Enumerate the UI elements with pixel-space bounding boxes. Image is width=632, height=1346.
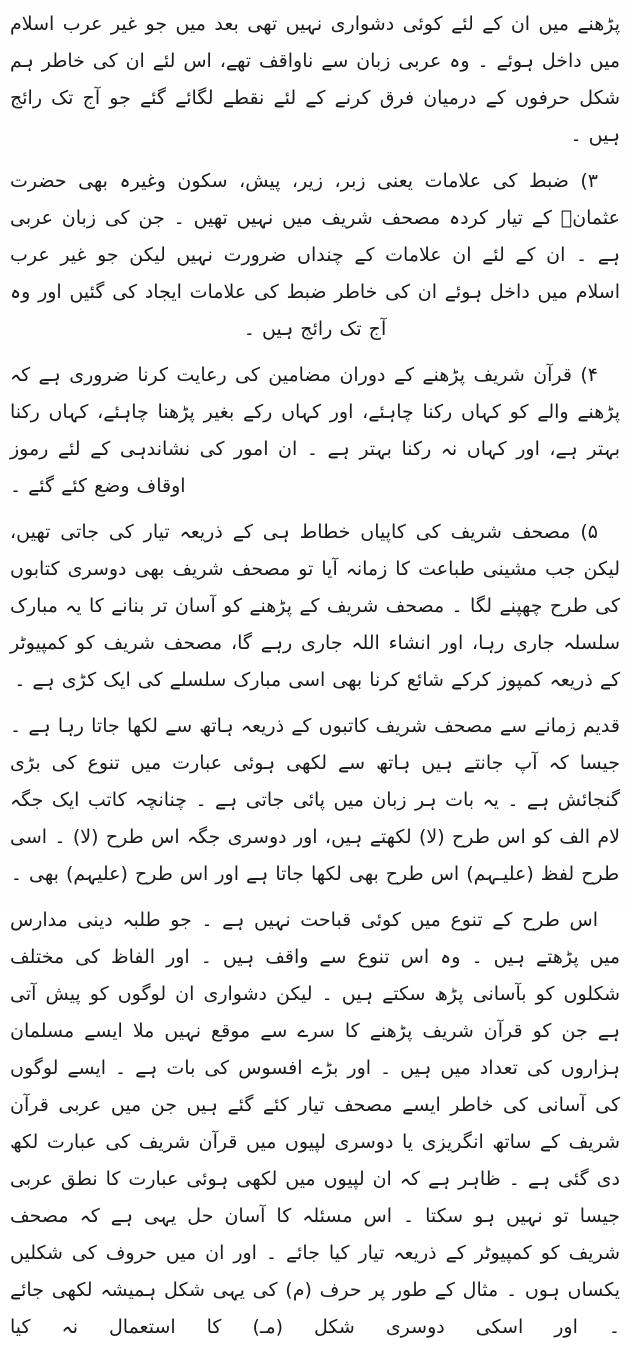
paragraph-point-3: ۳) ضبط کی علامات یعنی زبر، زیر، پیش، سکون وغیرہ بھی حضرت عثمانؓ کے تیار کردہ مصحف شریف میں نہیں تھیں ۔ جن کی زبان عربی ہے ۔ ان کے لئے ان علامات کے چنداں ضرورت نہیں لیکن جو غیر عرب اسلام میں داخل ہوئے ان کی خاطر ضبط کی علامات ایجاد کی گئیں اور وہ آج تک رائج ہیں ۔ bbox=[10, 170, 620, 340]
paragraph-closing: اس طرح کے تنوع میں کوئی قباحت نہیں ہے ۔ جو طلبہ دینی مدارس میں پڑھتے ہیں ۔ وہ اس تنوع سے واقف ہیں ۔ اور الفاظ کی مختلف شکلوں کو بآسانی پڑھ سکتے ہیں ۔ لیکن دشواری ان لوگوں کو پیش آتی ہے جن کو قرآن شریف پڑھنے کا سرے سے موقع نہیں ملا ایسے مسلمان ہزاروں کی تعداد میں ہیں ۔ اور بڑے افسوس کی بات ہے ۔ ایسے لوگوں کی آسانی کی خاطر ایسے مصحف تیار کئے گئے ہیں جن میں عربی قرآن شریف کے ساتھ انگریزی یا دوسری لپیوں میں قرآن شریف کی عبارت لکھ دی گئی ہے ۔ ظاہر ہے کہ ان لپیوں میں لکھی ہوئی عبارت کا نطق عربی جیسا تو نہیں ہو سکتا ۔ اس مسئلہ کا آسان حل یہی ہے کہ مصحف شریف کو کمپیوٹر کے ذریعہ تیار کیا جائے ۔ اور ان میں حروف کی شکلیں یکساں ہوں ۔ مثال کے طور پر حرف (م) کی یہی شکل ہمیشہ لکھی جائے ۔ اور اسکی دوسری شکل (مـ) کا استعمال نہ کیا bbox=[10, 909, 620, 1338]
paragraph-point-4: ۴) قرآن شریف پڑھنے کے دوران مضامین کی رعایت کرنا ضروری ہے کہ پڑھنے والے کو کہاں رکنا چاہئے، اور کہاں رکے بغیر پڑھنا چاہئے، کہاں رکنا بہتر ہے، اور کہاں نہ رکنا بہتر ہے ۔ ان امور کی نشاندہی کے لئے رموز اوقاف وضع کئے گئے ۔ bbox=[10, 364, 620, 497]
paragraph-point-5: ۵) مصحف شریف کی کاپیاں خطاط ہی کے ذریعہ تیار کی جاتی تھیں، لیکن جب مشینی طباعت کا زمانہ آیا تو مصحف شریف بھی دوسری کتابوں کی طرح چھپنے لگا ۔ مصحف شریف کے پڑھنے کو آسان تر بنانے کا یہ مبارک سلسلہ جاری رہا، اور انشاء اللہ جاری رہے گا، مصحف شریف کو کمپیوٹر کے ذریعہ کمپوز کرکے شائع کرنا بھی اسی مبارک سلسلے کی ایک کڑی ہے ۔ bbox=[10, 521, 620, 691]
paragraph-handwriting-variation: قدیم زمانے سے مصحف شریف کاتبوں کے ذریعہ ہاتھ سے لکھا جاتا رہا ہے ۔ جیسا کہ آپ جانتے ہیں ہاتھ سے لکھی ہوئی عبارت میں تنوع کی بڑی گنجائش ہے ۔ یہ بات ہر زبان میں پائی جاتی ہے ۔ چنانچہ کاتب ایک جگہ لام الف کو اس طرح (لا) لکھتے ہیں، اور دوسری جگہ اس طرح (لا) ۔ اسی طرح لفظ (علیـہم) اس طرح بھی لکھا جاتا ہے اور اس طرح (علیہم) بھی ۔ bbox=[10, 715, 620, 885]
paragraph-continuation: پڑھنے میں ان کے لئے کوئی دشواری نہیں تھی بعد میں جو غیر عرب اسلام میں داخل ہوئے ۔ وہ عربی زبان سے ناواقف تھے، اس لئے ان کی خاطر ہم شکل حرفوں کے درمیان فرق کرنے کے لئے نقطے لگائے گئے جو آج تک رائج ہیں ۔ bbox=[10, 13, 620, 146]
